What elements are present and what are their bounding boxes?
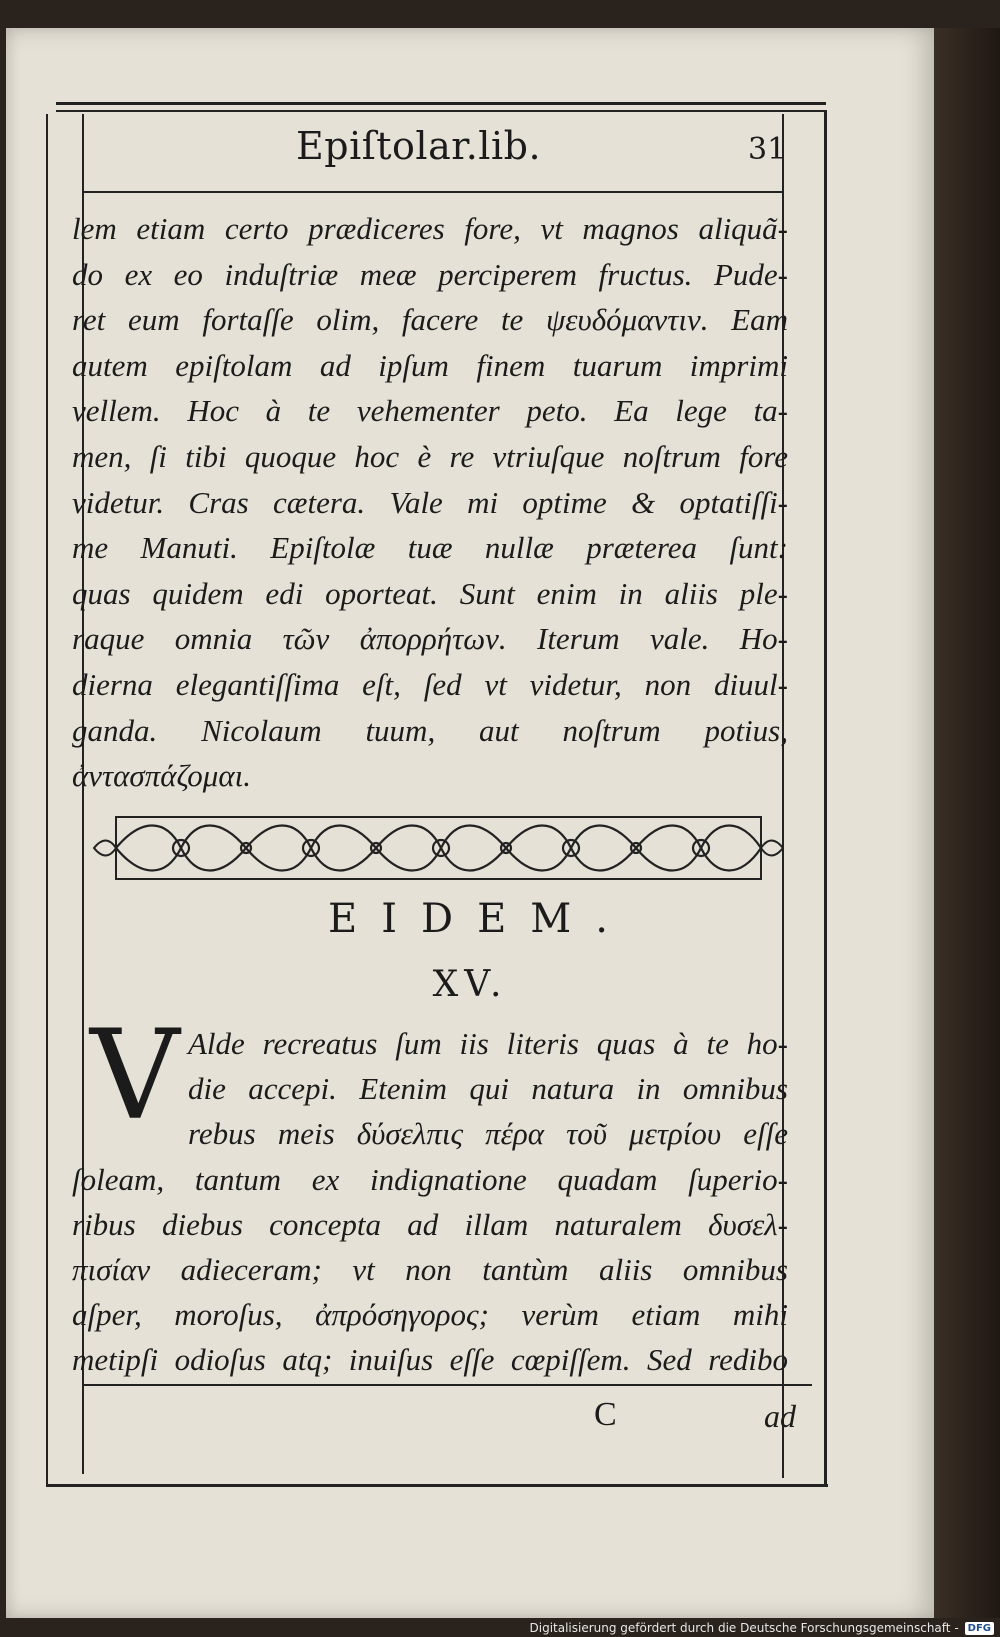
text-line: ἀντασπάζομαι.	[72, 758, 251, 794]
text-line: men, ſi tibi quoque hoc è re vtriuſque noſtrum fore	[72, 438, 788, 474]
text-line: ganda. Nicolaum tuum, aut noſtrum potius,	[72, 712, 788, 748]
text-line: metipſi odioſus atq; inuiſus eſſe cœpiſſem. Sed redibo	[72, 1342, 788, 1378]
digitization-credit	[530, 1621, 995, 1635]
text-line: raque omnia τῶν ἀπορρήτων. Iterum vale. Ho-	[72, 621, 788, 657]
text-line: videtur. Cras cætera. Vale mi optime & optatiſſi-	[72, 484, 788, 520]
text-line: aſper, moroſus, ἀπρόσηγορος; verùm etiam mihi	[72, 1297, 788, 1333]
dfg-logo: DFG	[965, 1622, 994, 1635]
letter-text-indented	[188, 1021, 788, 1157]
frame-rule-top-inner	[56, 110, 826, 112]
text-line: lem etiam certo prædiceres fore, vt magnos aliquã-	[72, 211, 788, 246]
frame-rule-left-outer	[46, 114, 48, 1486]
frame-rule-top-outer	[56, 102, 826, 105]
text-line: die accepi. Etenim qui natura in omnibus	[188, 1071, 788, 1107]
text-line: quas quidem edi oporteat. Sunt enim in aliis ple-	[72, 575, 788, 611]
text-line: rebus meis δύσελπις πέρα τοῦ μετρίου eſſe	[188, 1116, 788, 1152]
text-line: ſoleam, tantum ex indignatione quadam ſuperio-	[72, 1161, 788, 1197]
text-line: me Manuti. Epiſtolæ tuæ nullæ præterea ſunt:	[72, 530, 788, 566]
running-head: Epiſtolar.lib.	[296, 124, 542, 168]
text-line: dierna elegantiſſima eſt, ſed vt videtur, non diuul-	[72, 666, 788, 702]
frame-rule-bottom-inner	[82, 1384, 812, 1386]
text-line: πισίαν adieceram; vt non tantùm aliis omnibus	[72, 1252, 788, 1287]
text-line: Alde recreatus ſum iis literis quas à te ho-	[188, 1026, 788, 1061]
header-rule	[82, 191, 782, 193]
text-line: autem epiſtolam ad ipſum finem tuarum imprimi	[72, 347, 788, 383]
letter-text	[72, 1157, 788, 1383]
text-line: do ex eo induſtriæ meæ perciperem fructus. Pude-	[72, 256, 788, 292]
page-number: 31	[748, 132, 787, 167]
frame-rule-right-outer	[824, 110, 827, 1486]
body-text	[72, 206, 788, 799]
drop-cap: V	[90, 1004, 180, 1148]
signature-mark: C	[594, 1396, 617, 1433]
frame-rule-bottom-outer	[46, 1484, 828, 1487]
text-line: ribus diebus concepta ad illam naturalem δυσελ-	[72, 1206, 788, 1242]
text-line: vellem. Hoc à te vehementer peto. Ea lege ta-	[72, 393, 788, 429]
ornament-band	[86, 813, 791, 883]
book-edge	[934, 28, 1000, 1618]
book-page	[6, 28, 934, 1618]
credit-text: Digitalisierung gefördert durch die Deutsche Forschungsgemeinschaft -	[529, 1621, 959, 1635]
catchword: ad	[764, 1398, 796, 1434]
text-line: ret eum fortaſſe olim, facere te ψευδόμαντιν. Eam	[72, 302, 788, 338]
section-title: EIDEM.	[328, 896, 632, 942]
section-number: XV.	[432, 964, 508, 1005]
